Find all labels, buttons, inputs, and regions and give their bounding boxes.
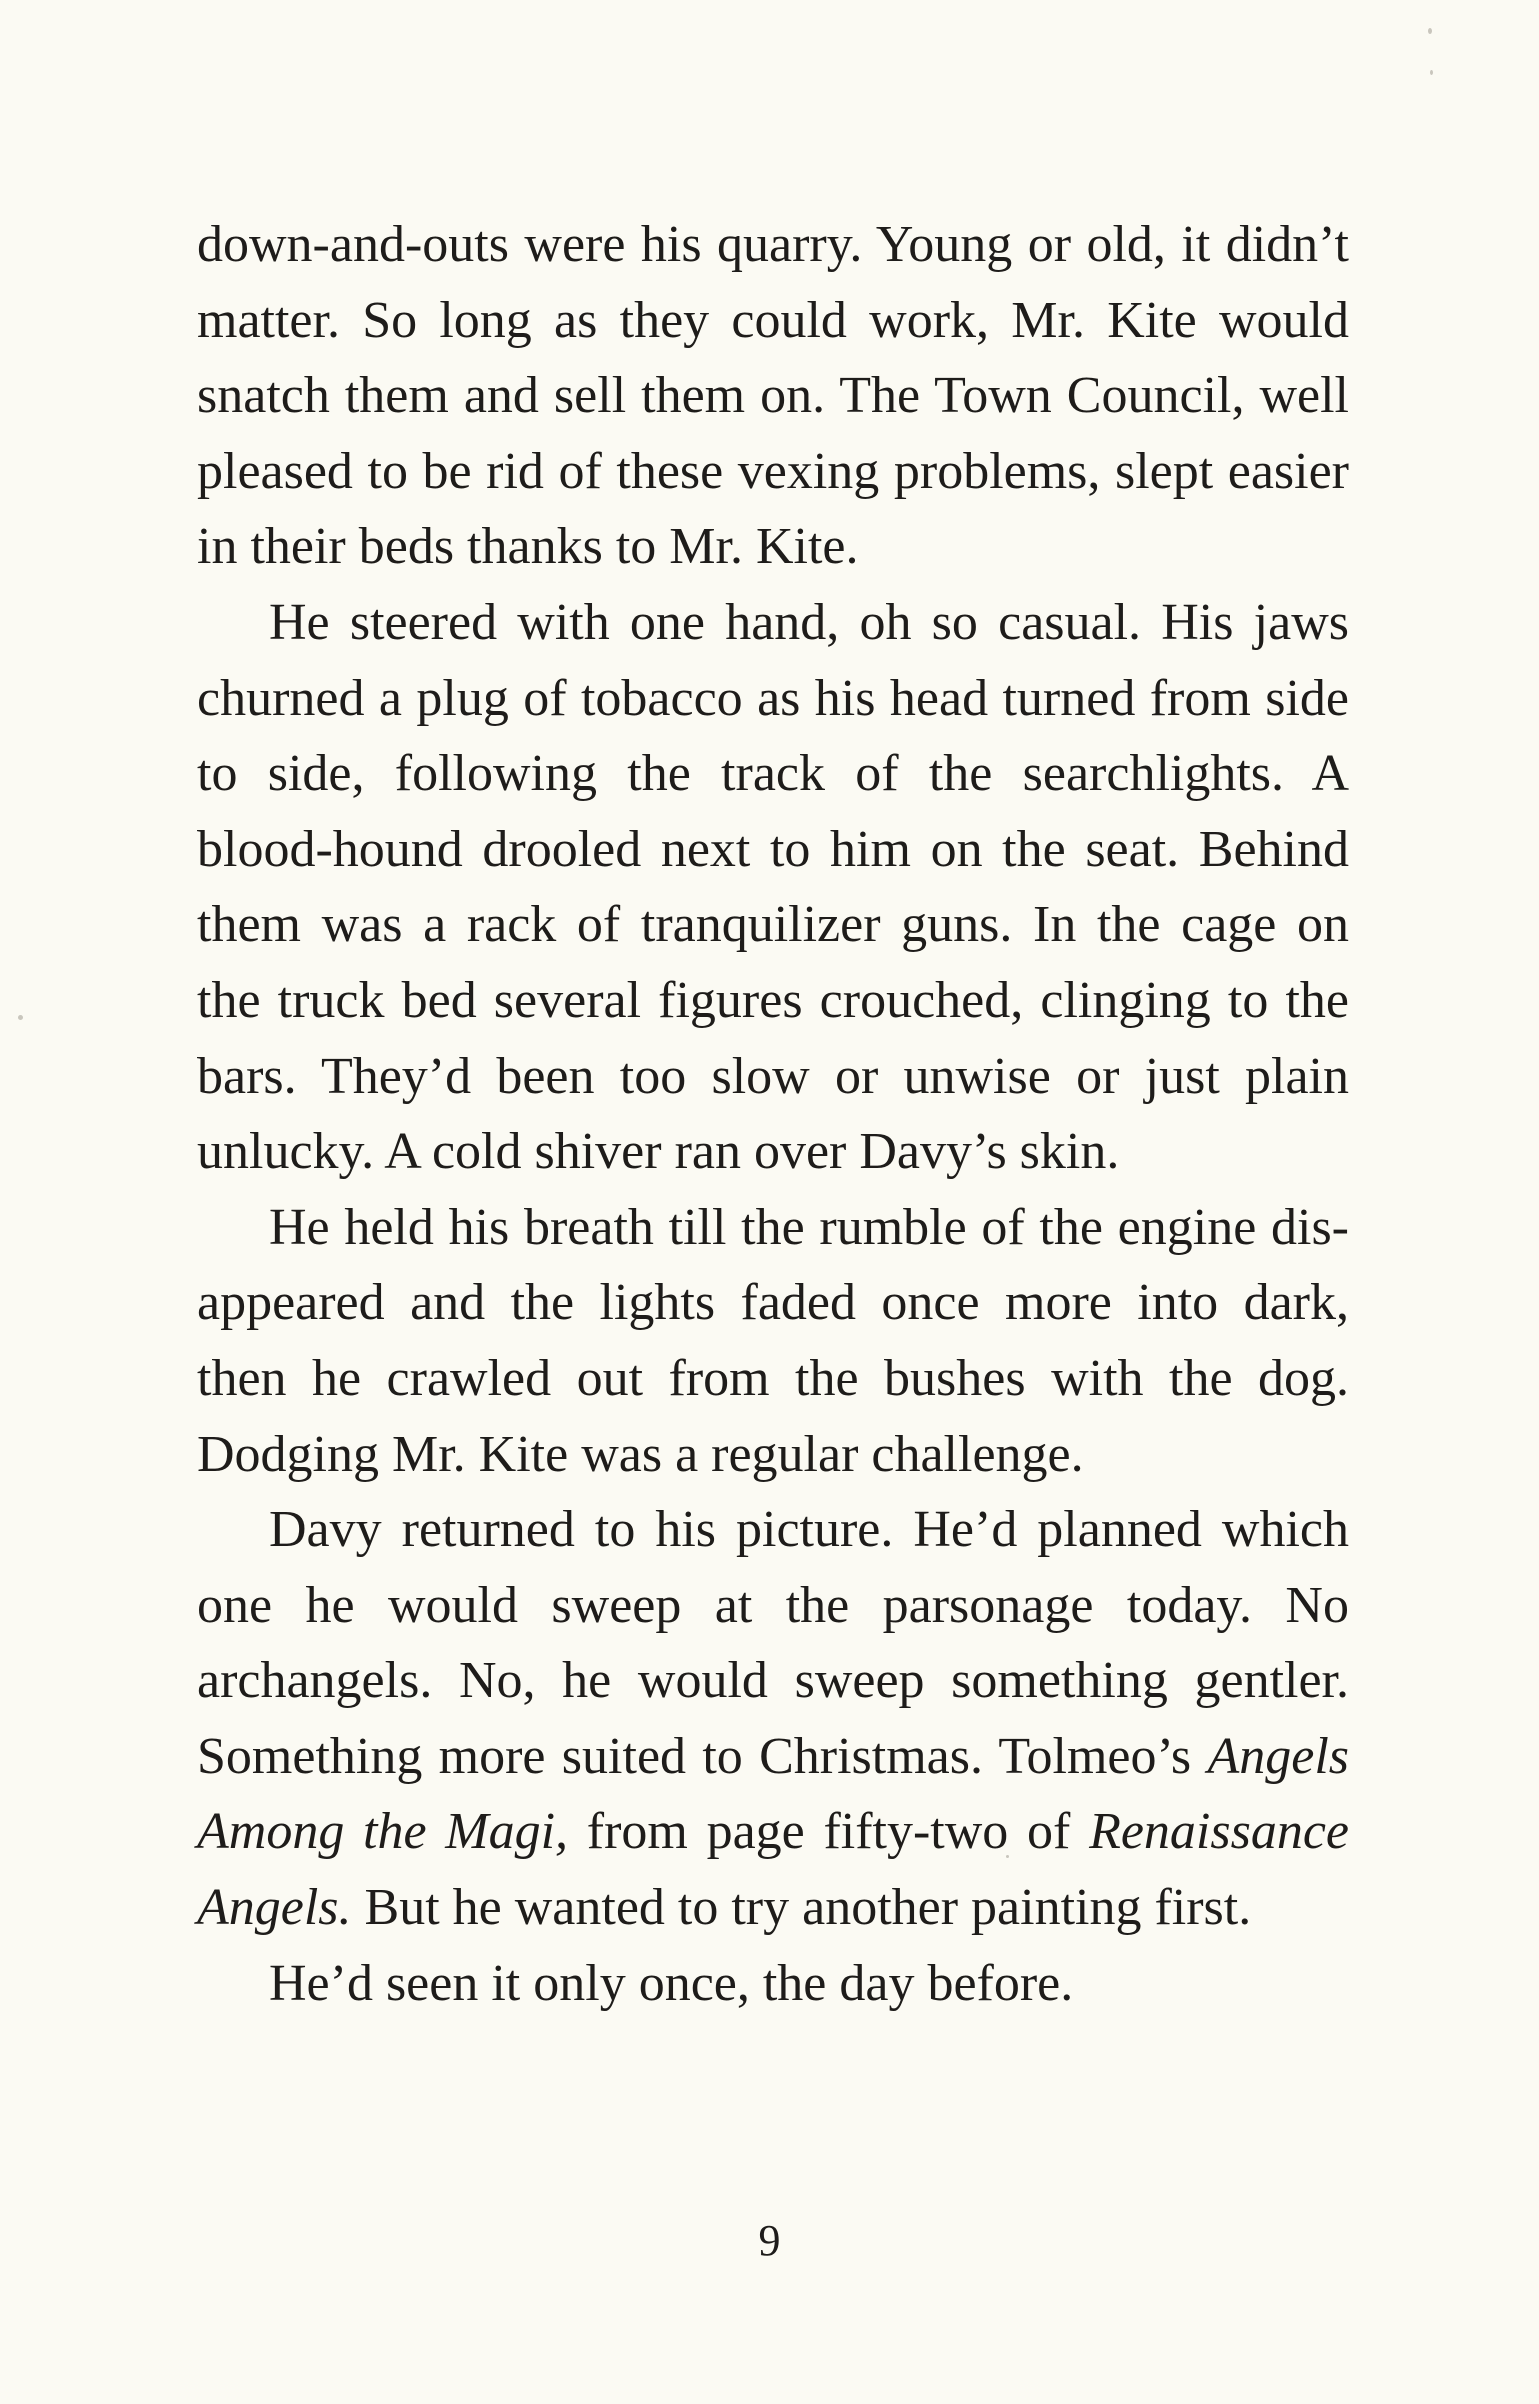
paragraph-text: down-and-outs were his quarry. Young or old, it didn’t matter. So long as they could work, Mr. Kite would snatch them and sell them on. The Town Council, well pleased to be rid of these vexing problems, slept easier in their beds thanks to Mr. Kite. [197,216,1349,576]
paragraph [197,207,1349,585]
paper-speck [1430,70,1433,75]
paragraph-text: from page fifty-two of [568,1803,1090,1861]
paper-speck [1428,28,1432,34]
paragraph-text: But he wanted to try another painting first. [351,1879,1252,1937]
italic-title: Angels Among the Magi, [197,1727,1349,1861]
paragraph-text: He held his breath till the rumble of the engine dis-appeared and the lights faded once more into dark, then he crawled out from the bushes with the dog. Dodging Mr. Kite was a regular challenge. [197,1198,1349,1483]
paragraph-text: Davy returned to his picture. He’d planned which one he would sweep at the parsonage today. No archangels. No, he would sweep something gentler. Something more suited to Christmas. Tolmeo’s [197,1501,1349,1785]
paper-speck [18,1015,23,1020]
page-number: 9 [758,2216,781,2265]
paragraph-text: He’d seen it only once, the day before. [269,1954,1074,2012]
paragraph [197,1492,1349,1946]
body-text [197,207,1349,2021]
italic-title: Renaissance Angels. [197,1803,1350,1937]
paragraph [197,1946,1349,2022]
paragraph [197,585,1349,1190]
paragraph [197,1190,1349,1492]
paragraph-text: He steered with one hand, oh so casual. His jaws churned a plug of tobacco as his head turned from side to side, following the track of the searchlights. A blood-hound drooled next to him on the seat. Behind them was a rack of tranquilizer guns. In the cage on the truck bed several figures crouched, clinging to the bars. They’d been too slow or unwise or just plain unlucky. A cold shiver ran over Davy’s skin. [197,593,1349,1181]
